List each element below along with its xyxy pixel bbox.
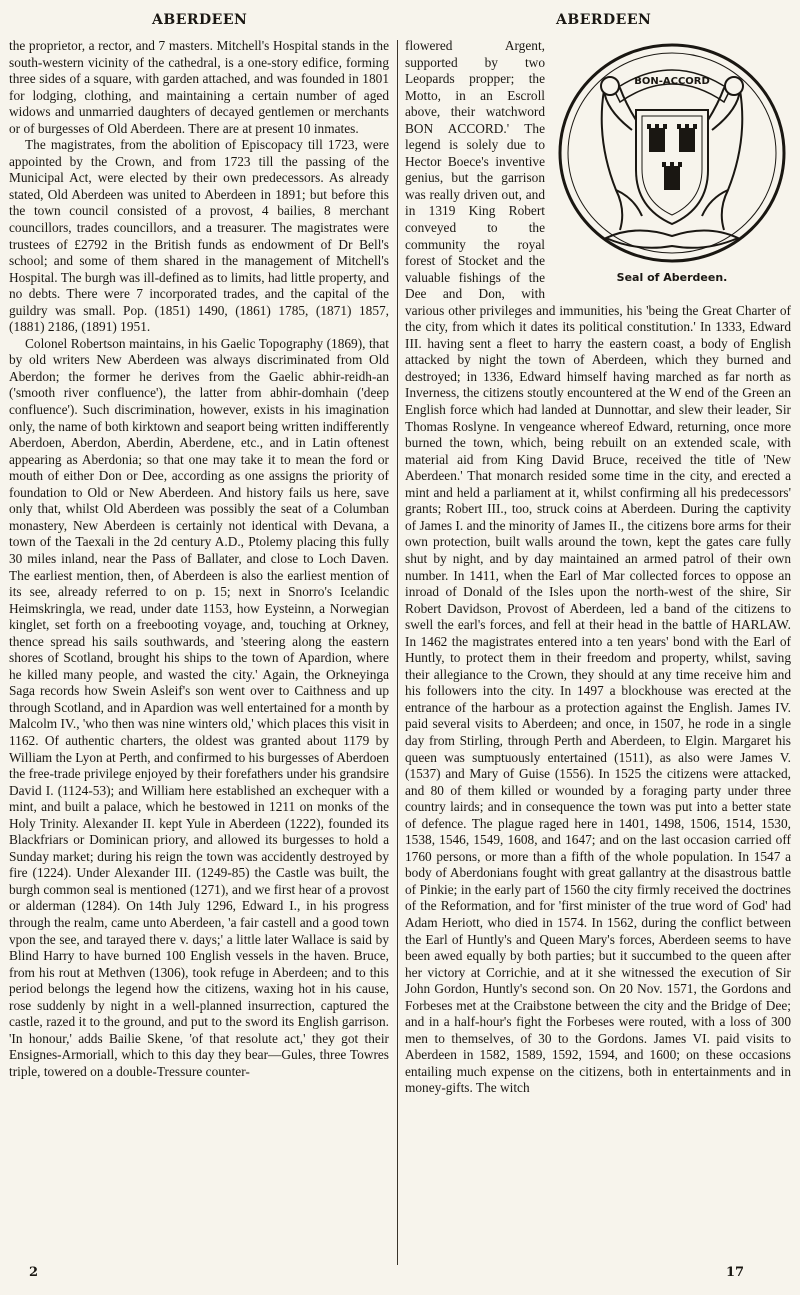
- running-header: [0, 10, 800, 32]
- left-page-number: 2: [29, 1265, 39, 1280]
- left-paragraph-2: The magistrates, from the abolition of Episcopacy till 1723, were appointed by the Crown, and from 1723 till the passing of the Municipal Act, were elected by their own predecessors. As already stated, Old Aberdeen was united to Aberdeen in 1891; but before this the town council consisted of a provost, 4 bailies, 8 merchant councillors, trades councillors, and a treasurer. The magistrates were trustees of £2792 in the British funds as endowment of Dr Bell's school; and some of them shared in the management of Mitchell's Hospital. The burgh was ill-defined as to limits, had little property, and no debts. There were 7 incorporated trades, and the capital of the guildry was small. Pop. (1851) 1490, (1861) 1785, (1871) 1857, (1881) 2186, (1891) 1951.: [9, 137, 389, 335]
- column-divider: [397, 40, 398, 1265]
- seal-of-aberdeen-image: [556, 40, 788, 266]
- left-paragraph-1: the proprietor, a rector, and 7 masters. Mitchell's Hospital stands in the south-western vicinity of the cathedral, is a one-story edifice, forming three sides of a square, with garden attached, and was founded in 1801 for lodging, clothing, and maintaining a certain number of aged widows and unmarried daughters of decayed gentlemen or merchants or of burgesses of Old Aberdeen. There are at present 10 inmates.: [9, 38, 389, 136]
- left-paragraph-3: Colonel Robertson maintains, in his Gaelic Topography (1869), that by old writers New Aberdeen was always discriminated from Old Aberdon; the former he derives from the Gaelic abhir-reidh-an ('smooth river confluence'), the latter from abhir-domhain ('deep confluence'). Such discrimination, however, exists in his imagination only, the name of both kirktown and seaport being written indifferently Aberdoen, Aberdon, Aberdin, Aberdene, etc., and in Latin oftenest appearing as Aberdonia; so that one may take it to mean the ford or mouth of either Don or Dee, according as one assigns the priority of foundation to Old or New Aberdeen. And history fails us here, save only that, whilst Old Aberdeen was possibly the seat of a Columban monastery, New Aberdeen is certainly not identical with Devana, a town of the Taexali in the 2d century A.D., Ptolemy placing this fully 30 miles inland, near the Pass of Ballater, and close to Loch Daven. The earliest mention, then, of Aberdeen is also the earliest mention of its see, already referred to on p. 15; next in Snorro's Icelandic Heimskringla, we read, under date 1153, how Eysteinn, a Norwegian kinglet, set forth on a freebooting voyage, and, touching at Orkney, thence spread his sails southwards, and 'steering along the eastern shores of Scotland, brought his ships to the town of Apardion, where he killed many people, and wasted the city.' Again, the Orkneyinga Saga records how Swein Asleif's son went over to Caithness and up through Scotland, and in Apardion was well entertained for a month by Malcolm IV., 'who then was nine winters old,' which places this visit in 1162. Of authentic charters, the oldest was granted about 1179 by William the Lyon at Perth, and confirmed to his burgesses of Aberdoen the free-trade privilege enjoyed by their forefathers under his grandsire David I. (1124-53); and William here established an exchequer with a mint, and built a palace, which he bestowed in 1211 on monks of the Holy Trinity. Alexander II. kept Yule in Aberdeen (1222), founded its Blackfriars or Dominican priory, and allowed its burgesses to hold a Sunday market; during his reign the town was accidently destroyed by fire (1224). Under Alexander III. (1249-85) the Castle was built, the burgh common seal is mentioned (1271), and we first hear of a provost or alderman (1284). On 14th July 1296, Edward I., in his progress through the realm, came unto Aberdeen, 'a fair castell and a good town vpon the see, and tarayed there v. days;' a little later Wallace is said by Blind Harry to have burned 100 English vessels in the haven. Bruce, from his rout at Methven (1306), took refuge in Aberdeen; and to this period belongs the legend how the citizens, waxing hot in his cause, rose suddenly by night in a well-planned insurrection, captured the castle, razed it to the ground, and put to the sword its English garrison. 'In honour,' adds Bailie Skene, 'of that resolute act,' they got their Ensignes-Armoriall, which to this day they bear—Gules, three Towres triple, towered on a double-Tressure counter-: [9, 335, 389, 1079]
- seal-motto: BON-ACCORD: [634, 76, 710, 87]
- seal-figure: [553, 40, 791, 288]
- right-text-column: [405, 38, 791, 1263]
- seal-caption: Seal of Aberdeen.: [616, 271, 728, 284]
- right-page-number: 17: [726, 1265, 745, 1280]
- right-paragraph-1: flowered Argent, supported by two Leopards propper; the Motto, in an Escroll above, their watchword BON ACCORD.' The legend is solely due to Hector Boece's inventive genius, but the garrison was really driven out, and in 1319 King Robert conveyed to the community the royal forest of Stocket and the valuable fishings of the Dee and Don, with various other privileges and immunities, his 'being the Great Charter of the city, from which it dates its political constitution.' In 1333, Edward III. having sent a fleet to harry the eastern coast, a body of English attacked by night the town of Aberdeen, which they burned and destroyed; in 1336, Edward himself having marched as far north as Inverness, the citizens stoutly encountered at the W end of the Green an English force which had landed at Dunnottar, and slew their leader, Sir Thomas Roslyne. In vengeance whereof Edward, returning, once more burned the town, which, being rebuilt on an extended scale, with material aid from King David Bruce, received the title of 'New Aberdeen.' That monarch resided some time in the city, and erected a mint and held a parliament at it, whilst confirming all his predecessors' grants; Robert III., too, struck coins at Aberdeen. During the captivity of James I. and the minority of James II., the citizens bore arms for their own protection, built walls around the town, kept the gates care fully shut by night, and by day maintained an armed patrol of their own number. In 1411, when the Earl of Mar collected forces to oppose an inroad of Donald of the Isles upon the north-west of the shire, Sir Robert Davidson, Provost of Aberdeen, led a band of the citizens to swell the earl's forces, and fell at their head in the battle of HARLAW. In 1462 the magistrates entered into a ten years' bond with the Earl of Huntly, to protect them in their freedom and property, whilst, saving their allegiance to the Crown, they should at any time receive him and his followers into the city. In 1497 a blockhouse was erected at the entrance of the harbour as a protection against the English. James IV. paid several visits to Aberdeen; and once, in 1507, he rode in a single day from Stirling, through Perth and Aberdeen, to Elgin. Margaret his queen was sumptuously entertained (1511), as also were James V. (1537) and Mary of Guise (1556). In 1525 the citizens were attacked, and 80 of them killed or wounded by a foraging party under three country lairds; and in consequence the town was put into a better state of defence. The plague raged here in 1401, 1498, 1506, 1514, 1530, 1538, 1546, 1549, 1608, and 1647; and on the last occasion carried off 1760 persons, or more than a fifth of the whole population. In 1547 a body of Aberdonians fought with great gallantry at the disastrous battle of Pinkie; in the early part of 1560 the city firmly received the doctrines of the Reformation, and for 'first minister of the true word of God' had Adam Heriott, who died in 1574. In 1562, during the conflict between the Earl of Huntly's and Queen Mary's forces, Aberdeen seems to have been awed equally by both parties; but it succumbed to the queen after her victory at Corrichie, and at it she witnessed the execution of Sir John Gordon, Huntly's second son. On 20 Nov. 1571, the Gordons and Forbeses met at the Craibstone between the city and the Bridge of Dee; and in a half-hour's fight the Forbeses were routed, with a loss of 300 men to themselves, of 30 to the Gordons. James VI. paid visits to Aberdeen in 1582, 1589, 1592, 1594, and 1600; on these occasions entailing much expense on the citizens, both in entertainments and in money-gifts. The witch: [405, 38, 791, 1096]
- right-running-title: ABERDEEN: [556, 12, 652, 28]
- left-text-column: [9, 38, 389, 1263]
- left-running-title: ABERDEEN: [152, 12, 248, 28]
